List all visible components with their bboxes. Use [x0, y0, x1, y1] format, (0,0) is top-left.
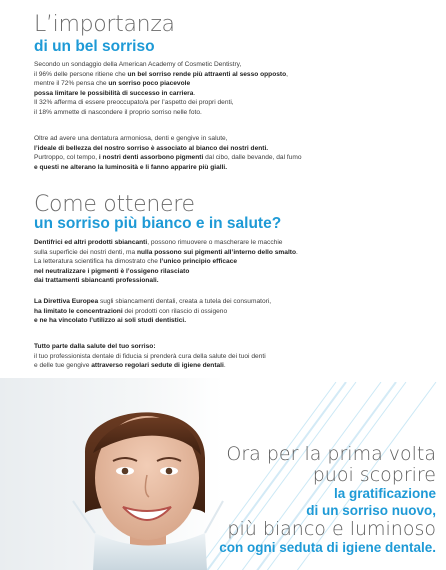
promo-line-3: la gratificazione: [333, 486, 436, 501]
text: sulla superficie dei nostri denti, ma: [34, 248, 137, 256]
text: sugli sbiancamenti dentali, creata a tutela dei consumatori,: [98, 298, 272, 305]
text-line: [34, 307, 434, 317]
section2-title-light: Come ottenere: [34, 192, 195, 217]
text: Purtroppo, col tempo,: [34, 154, 99, 162]
text: Secondo un sondaggio della American Academy of Cosmetic Dentistry,: [34, 61, 242, 68]
promo-line-5: più bianco e luminoso: [227, 518, 436, 540]
bold-text: e ne ha vincolato l’utilizzo ai soli studi dentistici.: [34, 317, 187, 325]
text: La letteratura scientifica ha dimostrato che: [34, 258, 160, 266]
text: Oltre ad avere una dentatura armoniosa, denti e gengive in salute,: [34, 135, 228, 142]
text: dei prodotti con rilascio di ossigeno: [122, 307, 228, 315]
text: mentre il 72% pensa che: [34, 80, 109, 88]
text-line: [34, 267, 434, 277]
section1-paragraph2: [34, 134, 434, 172]
text-line: [34, 70, 434, 80]
text-line: [34, 89, 434, 99]
bold-text: Dentifrici ed altri prodotti sbiancanti: [34, 239, 148, 246]
section1-title-light: L’importanza: [34, 12, 175, 37]
promo-line-6: con ogni seduta di igiene dentale.: [219, 540, 436, 555]
bold-text: l’unico principio efficace: [159, 258, 238, 266]
text: .: [223, 362, 226, 370]
text-line: [34, 361, 434, 371]
text-line: [34, 144, 434, 154]
bold-text: l’ideale di bellezza del nostro sorriso è associato al bianco dei nostri denti.: [34, 144, 269, 152]
text: il tuo professionista dentale di fiducia si prenderà cura della salute dei tuoi denti: [34, 352, 266, 360]
promo-line-1: Ora per la prima volta: [226, 443, 436, 465]
bold-text: nel neutralizzare i pigmenti è l’ossigeno rilasciato: [34, 267, 190, 275]
text-line: [34, 276, 434, 286]
promo-text: [219, 445, 436, 555]
bold-text: i nostri denti assorbono pigmenti: [98, 154, 204, 162]
text-line: [34, 238, 434, 248]
bold-text: dai trattamenti sbiancanti professionali.: [34, 277, 159, 285]
section2-paragraph2: [34, 297, 434, 326]
text-line: [34, 163, 434, 173]
smiling-woman-photo: [55, 383, 235, 570]
text-line: [34, 248, 434, 258]
section2-paragraph1: [34, 238, 434, 286]
text: .: [193, 89, 196, 97]
text-line: [34, 60, 434, 70]
bold-text: attraverso regolari sedute di igiene dentali: [91, 362, 224, 370]
bold-text: un bel sorriso rende più attraenti al sesso opposto: [127, 70, 287, 78]
bold-text: ha limitato le concentrazioni: [34, 307, 123, 315]
text-line: [34, 79, 434, 89]
text-line: [34, 153, 434, 163]
section1-paragraph1: [34, 60, 434, 118]
text: Il 32% afferma di essere preoccupato/a per l’aspetto dei propri denti,: [34, 99, 234, 107]
text-line: [34, 352, 434, 362]
bold-text: possa limitare le possibilità di successo in carriera: [34, 89, 194, 97]
text: , possono rimuovere o mascherare le macchie: [147, 239, 283, 246]
bold-text: un sorriso poco piacevole: [108, 80, 191, 88]
text-line: [34, 98, 434, 108]
bold-text: La Direttiva Europea: [34, 298, 99, 305]
bold-text: nulla possono sui pigmenti all’interno dello smalto: [137, 248, 296, 256]
text-line: [34, 342, 434, 352]
text: e delle tue gengive: [34, 362, 92, 370]
text: il 96% delle persone ritiene che: [34, 70, 128, 78]
bold-text: Tutto parte dalla salute del tuo sorriso:: [34, 343, 156, 350]
text: ,: [286, 70, 288, 78]
bold-text: e questi ne alterano la luminosità e li fanno apparire più gialli.: [34, 163, 228, 171]
text: dal cibo, dalle bevande, dal fumo: [203, 154, 302, 162]
text-line: [34, 316, 434, 326]
promo-line-4: di un sorriso nuovo,: [306, 502, 436, 518]
text-line: [34, 257, 434, 267]
text: il 18% ammette di nascondere il proprio sorriso nelle foto.: [34, 108, 202, 116]
section2-title-bold: un sorriso più bianco e in salute?: [34, 215, 282, 232]
section2-paragraph3: [34, 342, 434, 371]
text-line: [34, 108, 434, 118]
section1-title-bold: di un bel sorriso: [34, 38, 155, 55]
text-line: [34, 297, 434, 307]
promo-line-2: puoi scoprire: [312, 464, 436, 486]
text-line: [34, 134, 434, 144]
text: .: [296, 248, 298, 256]
